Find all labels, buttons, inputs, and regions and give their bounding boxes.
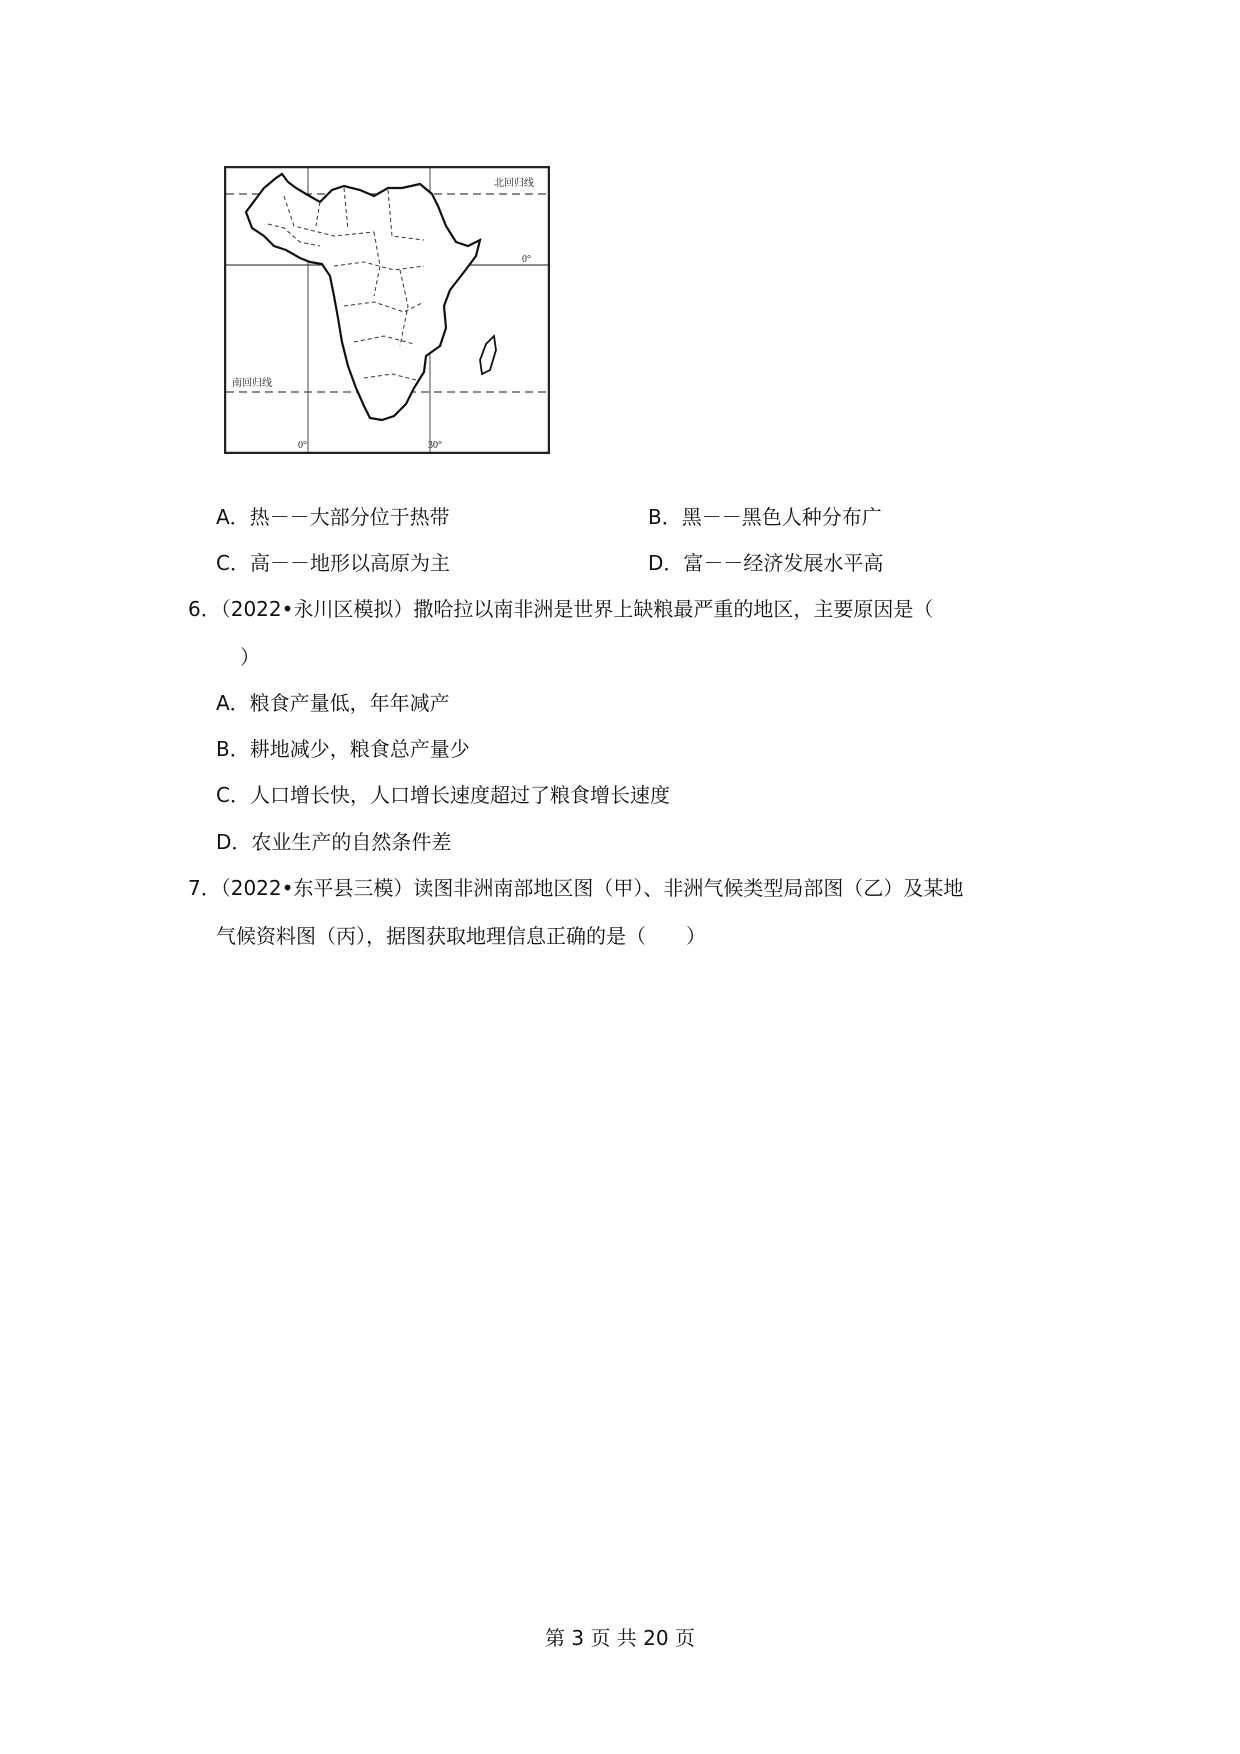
q7-stem-line2: 气候资料图（丙），据图获取地理信息正确的是（ ） <box>216 924 706 948</box>
meridian-30-label: 30° <box>428 440 442 451</box>
q5-option-d: D．富－－经济发展水平高 <box>648 551 884 575</box>
q7-stem-line1: 7．（2022•东平县三模）读图非洲南部地区图（甲）、非洲气候类型局部图（乙）及某地 <box>188 876 964 900</box>
q6-option-b: B．耕地减少，粮食总产量少 <box>216 737 470 761</box>
q6-stem-line1: 6．（2022•永川区模拟）撒哈拉以南非洲是世界上缺粮最严重的地区，主要原因是（ <box>188 597 934 621</box>
q5-option-c: C．高－－地形以高原为主 <box>216 551 450 575</box>
africa-map-svg <box>224 166 550 454</box>
tropic-of-capricorn-label: 南回归线 <box>232 378 272 389</box>
q6-option-a: A．粮食产量低，年年减产 <box>216 691 450 715</box>
page-footer: 第 3 页 共 20 页 <box>545 1626 695 1650</box>
tropic-of-cancer-label: 北回归线 <box>494 178 534 189</box>
q6-option-d: D．农业生产的自然条件差 <box>216 830 452 854</box>
q5-option-b: B．黑－－黑色人种分布广 <box>648 505 882 529</box>
prime-meridian-label: 0° <box>298 440 307 451</box>
q6-stem-line2: ） <box>240 645 260 669</box>
equator-label: 0° <box>522 254 531 265</box>
q6-option-c: C．人口增长快，人口增长速度超过了粮食增长速度 <box>216 783 670 807</box>
q5-option-a: A．热－－大部分位于热带 <box>216 505 450 529</box>
africa-map-figure <box>224 166 550 454</box>
